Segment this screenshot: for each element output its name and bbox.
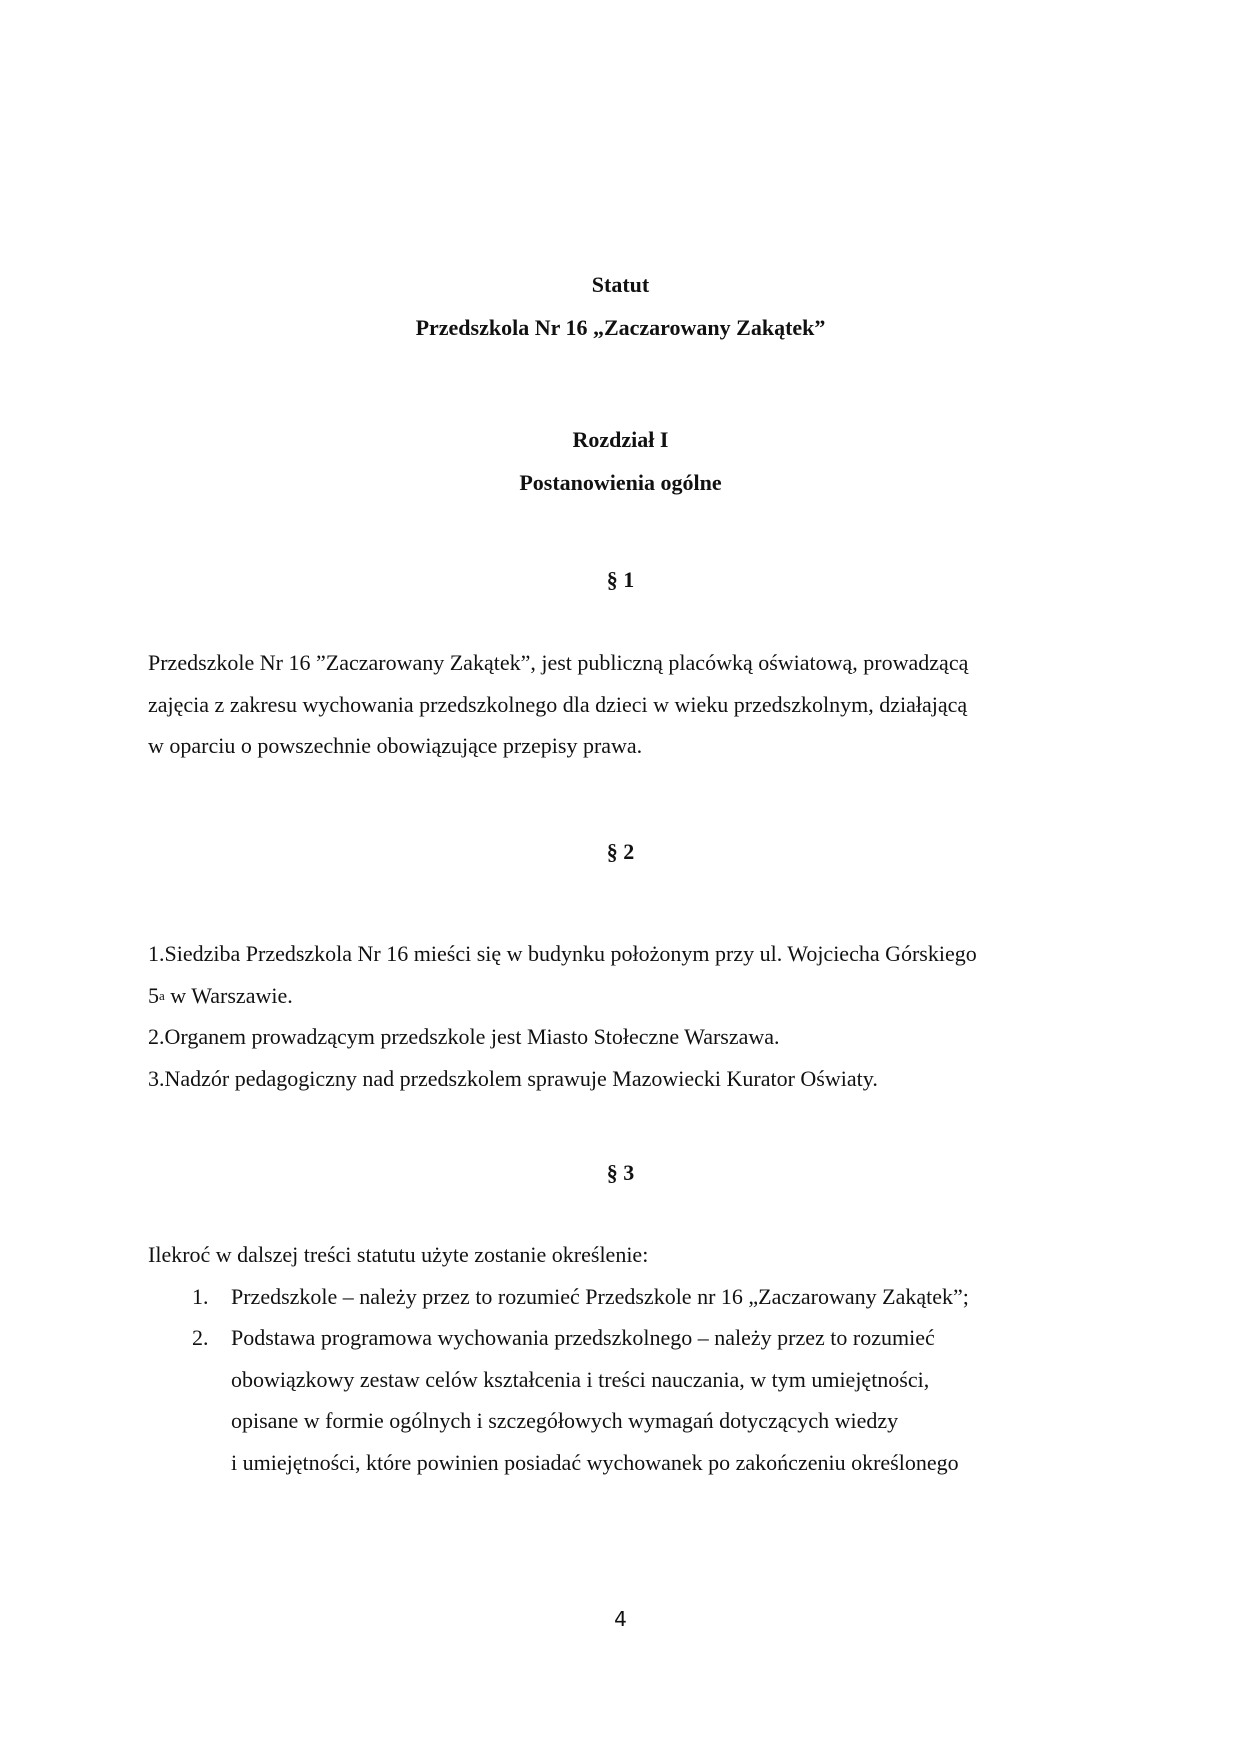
list-item-line: i umiejętności, które powinien posiadać wychowanek po zakończeniu określonego	[231, 1450, 959, 1475]
section-1-line: zajęcia z zakresu wychowania przedszkolnego dla dzieci w wieku przedszkolnym, działającą	[148, 692, 968, 717]
list-item-line: Przedszkole – należy przez to rozumieć Przedszkole nr 16 „Zaczarowany Zakątek”;	[231, 1284, 969, 1309]
list-item-number: 1.	[192, 1284, 209, 1309]
section-3-heading: § 3	[606, 1160, 635, 1185]
street-number: 5	[148, 983, 159, 1008]
section-2-item-2: 2.Organem prowadzącym przedszkole jest Miasto Stołeczne Warszawa.	[148, 1024, 780, 1049]
chapter-number: Rozdział I	[572, 427, 669, 452]
list-item-line: Podstawa programowa wychowania przedszkolnego – należy przez to rozumieć	[231, 1325, 935, 1350]
document-title: Statut	[591, 272, 650, 297]
section-1-line: Przedszkole Nr 16 ”Zaczarowany Zakątek”, jest publiczną placówką oświatową, prowadzącą	[148, 650, 969, 675]
section-2-heading: § 2	[606, 839, 635, 864]
street-number-suffix: a	[159, 988, 165, 1003]
section-1-heading: § 1	[606, 567, 635, 592]
section-2-item-1-continuation	[148, 981, 293, 1011]
chapter-name: Postanowienia ogólne	[519, 470, 722, 495]
page-number: 4	[614, 1607, 627, 1631]
city-text: w Warszawie.	[164, 983, 293, 1008]
section-1-line: w oparciu o powszechnie obowiązujące przepisy prawa.	[148, 733, 643, 758]
list-item-line: obowiązkowy zestaw celów kształcenia i treści nauczania, w tym umiejętności,	[231, 1367, 930, 1392]
section-3-intro: Ilekroć w dalszej treści statutu użyte zostanie określenie:	[148, 1242, 649, 1267]
section-2-item-1: 1.Siedziba Przedszkola Nr 16 mieści się w budynku położonym przy ul. Wojciecha Górskiego	[148, 941, 977, 966]
section-2-item-3: 3.Nadzór pedagogiczny nad przedszkolem sprawuje Mazowiecki Kurator Oświaty.	[148, 1066, 878, 1091]
document-subtitle: Przedszkola Nr 16 „Zaczarowany Zakątek”	[415, 315, 826, 340]
list-item-number: 2.	[192, 1325, 209, 1350]
list-item-line: opisane w formie ogólnych i szczegółowych wymagań dotyczących wiedzy	[231, 1408, 899, 1433]
